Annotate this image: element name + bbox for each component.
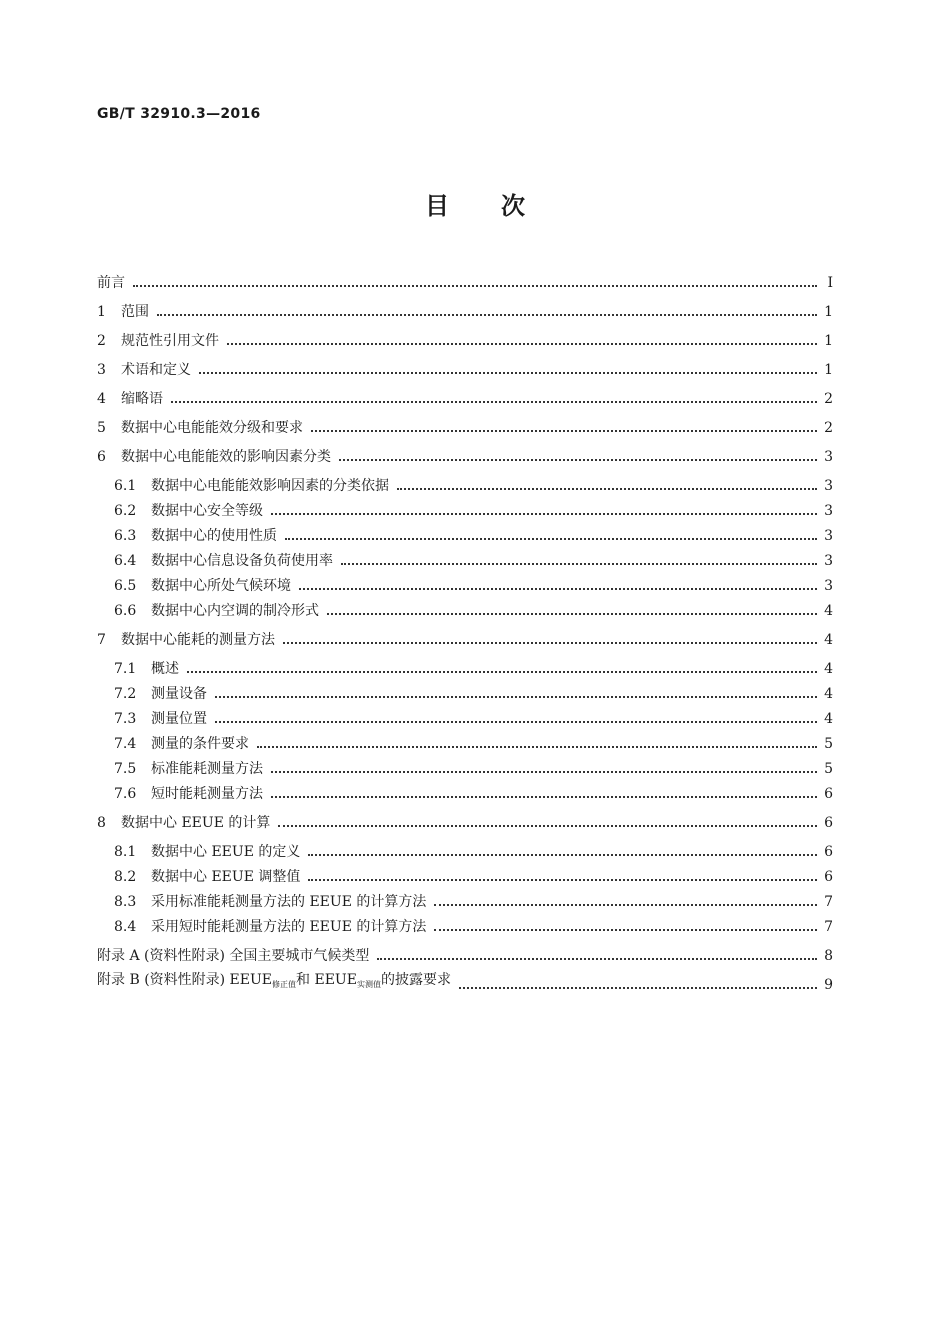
toc-entry[interactable] <box>97 266 833 291</box>
toc-dot-leader <box>397 488 817 490</box>
toc-page-number: 6 <box>824 815 833 831</box>
toc-entry-number: 7.5 <box>114 761 137 777</box>
toc-entry-number: 7 <box>97 632 106 648</box>
toc-entry-number: 7.3 <box>114 711 137 727</box>
toc-entry-number: 8.4 <box>114 919 137 935</box>
toc-entry-number: 6.3 <box>114 528 137 544</box>
toc-dot-leader <box>157 314 817 316</box>
toc-entry[interactable] <box>97 411 833 436</box>
toc-page-number: 3 <box>824 449 833 465</box>
toc-dot-leader <box>215 696 817 698</box>
toc-entry[interactable] <box>97 519 833 544</box>
toc-entry[interactable] <box>97 910 833 935</box>
toc-page-number: 4 <box>824 603 833 619</box>
toc-entry-number: 1 <box>97 304 106 320</box>
toc-dot-leader <box>459 987 817 989</box>
toc-entry-title: 采用标准能耗测量方法的 EEUE 的计算方法 <box>151 894 427 910</box>
toc-entry-number: 7.6 <box>114 786 137 802</box>
toc-dot-leader <box>278 825 817 827</box>
toc-page-number: 4 <box>824 686 833 702</box>
toc-dot-leader <box>171 401 817 403</box>
toc-entry-number: 7.2 <box>114 686 137 702</box>
toc-entry-title: 数据中心 EEUE 的定义 <box>151 844 301 860</box>
toc-entry[interactable] <box>97 806 833 831</box>
toc-dot-leader <box>339 459 817 461</box>
toc-entry-number: 6.5 <box>114 578 137 594</box>
page-title: 目次 <box>425 192 577 220</box>
toc-page-number: 6 <box>824 869 833 885</box>
toc-page-number: 3 <box>824 553 833 569</box>
toc-entry-number: 8.1 <box>114 844 137 860</box>
toc-page-number: 4 <box>824 711 833 727</box>
toc-page-number: 5 <box>824 736 833 752</box>
toc-dot-leader <box>308 879 817 881</box>
toc-dot-leader <box>283 642 817 644</box>
toc-entry-number: 8.2 <box>114 869 137 885</box>
toc-entry-title: 测量位置 <box>151 711 207 727</box>
toc-page-number: 9 <box>824 977 833 993</box>
toc-entry-title: 前言 <box>97 275 125 291</box>
toc-entry-title: 数据中心安全等级 <box>151 503 263 519</box>
toc-page-number: Ⅰ <box>827 275 833 291</box>
toc-entry-number: 5 <box>97 420 106 436</box>
toc-entry[interactable] <box>97 569 833 594</box>
toc-entry-title: 测量的条件要求 <box>151 736 249 752</box>
toc-entry[interactable] <box>97 324 833 349</box>
toc-page-number: 6 <box>824 786 833 802</box>
toc-page-number: 4 <box>824 632 833 648</box>
toc-entry[interactable] <box>97 777 833 802</box>
toc-entry-number: 8.3 <box>114 894 137 910</box>
toc-page-number: 1 <box>824 362 833 378</box>
toc-entry[interactable] <box>97 652 833 677</box>
toc-dot-leader <box>257 746 817 748</box>
toc-dot-leader <box>187 671 817 673</box>
toc-entry[interactable] <box>97 494 833 519</box>
toc-page-number: 6 <box>824 844 833 860</box>
toc-entry[interactable] <box>97 702 833 727</box>
toc-entry[interactable] <box>97 939 833 964</box>
toc-entry-title: 数据中心电能能效分级和要求 <box>121 420 303 436</box>
toc-page-number: 3 <box>824 528 833 544</box>
toc-dot-leader <box>199 372 817 374</box>
toc-entry-number: 3 <box>97 362 106 378</box>
toc-entry-number: 4 <box>97 391 106 407</box>
toc-entry-number: 6.1 <box>114 478 137 494</box>
toc-page-number: 4 <box>824 661 833 677</box>
toc-entry-title: 附录 B (资料性附录) $EEUE_{修正值}$和 $EEUE_{实测值}$的披露要求 <box>97 972 451 989</box>
toc-entry[interactable] <box>97 440 833 465</box>
toc-entry[interactable] <box>97 968 833 993</box>
toc-page-number: 1 <box>824 304 833 320</box>
toc-entry-title: 概述 <box>151 661 179 677</box>
toc-entry-title: 数据中心 EEUE 的计算 <box>121 815 271 831</box>
toc-dot-leader <box>133 285 817 287</box>
toc-page-number: 7 <box>824 894 833 910</box>
toc-entry-title: 范围 <box>121 304 149 320</box>
toc-entry-number: 7.4 <box>114 736 137 752</box>
toc-entry[interactable] <box>97 860 833 885</box>
toc-entry-title: 规范性引用文件 <box>121 333 219 349</box>
toc-page-number: 7 <box>824 919 833 935</box>
toc-entry-number: 6 <box>97 449 106 465</box>
toc-entry-number: 2 <box>97 333 106 349</box>
toc-entry-title: 缩略语 <box>121 391 163 407</box>
toc-entry-title: 数据中心信息设备负荷使用率 <box>151 553 333 569</box>
toc-entry-title: 标准能耗测量方法 <box>151 761 263 777</box>
toc-page-number: 3 <box>824 478 833 494</box>
toc-entry[interactable] <box>97 295 833 320</box>
toc-entry-number: 6.6 <box>114 603 137 619</box>
toc-entry-title: 数据中心内空调的制冷形式 <box>151 603 319 619</box>
toc-entry[interactable] <box>97 835 833 860</box>
toc-entry[interactable] <box>97 727 833 752</box>
toc-entry[interactable] <box>97 752 833 777</box>
toc-dot-leader <box>271 771 817 773</box>
toc-dot-leader <box>434 929 817 931</box>
table-of-contents <box>97 266 833 993</box>
toc-page-number: 3 <box>824 578 833 594</box>
toc-entry[interactable] <box>97 382 833 407</box>
toc-entry[interactable] <box>97 623 833 648</box>
toc-dot-leader <box>215 721 817 723</box>
toc-entry-number: 7.1 <box>114 661 137 677</box>
toc-entry-title: 测量设备 <box>151 686 207 702</box>
toc-entry[interactable] <box>97 353 833 378</box>
toc-page-number: 8 <box>824 948 833 964</box>
toc-dot-leader <box>341 563 817 565</box>
toc-entry-title: 短时能耗测量方法 <box>151 786 263 802</box>
toc-dot-leader <box>311 430 817 432</box>
toc-entry-title: 数据中心电能能效的影响因素分类 <box>121 449 331 465</box>
toc-entry-title: 数据中心 EEUE 调整值 <box>151 869 301 885</box>
toc-entry-number: 8 <box>97 815 106 831</box>
toc-dot-leader <box>377 958 817 960</box>
toc-entry[interactable] <box>97 544 833 569</box>
standard-code: GB/T 32910.3—2016 <box>97 106 261 122</box>
toc-dot-leader <box>299 588 817 590</box>
toc-page-number: 5 <box>824 761 833 777</box>
toc-page-number: 2 <box>824 391 833 407</box>
toc-page-number: 2 <box>824 420 833 436</box>
toc-entry[interactable] <box>97 677 833 702</box>
toc-page-number: 1 <box>824 333 833 349</box>
toc-entry-title: 术语和定义 <box>121 362 191 378</box>
toc-entry[interactable] <box>97 469 833 494</box>
toc-page-number: 3 <box>824 503 833 519</box>
toc-entry-title: 数据中心电能能效影响因素的分类依据 <box>151 478 389 494</box>
toc-dot-leader <box>285 538 817 540</box>
toc-entry[interactable] <box>97 885 833 910</box>
toc-dot-leader <box>308 854 817 856</box>
toc-dot-leader <box>227 343 817 345</box>
toc-entry[interactable] <box>97 594 833 619</box>
toc-entry-title: 数据中心的使用性质 <box>151 528 277 544</box>
toc-dot-leader <box>271 513 817 515</box>
toc-dot-leader <box>434 904 817 906</box>
toc-entry-title: 数据中心所处气候环境 <box>151 578 291 594</box>
toc-entry-number: 6.2 <box>114 503 137 519</box>
toc-entry-title: 附录 A (资料性附录) 全国主要城市气候类型 <box>97 948 370 964</box>
toc-entry-title: 采用短时能耗测量方法的 EEUE 的计算方法 <box>151 919 427 935</box>
toc-dot-leader <box>327 613 817 615</box>
toc-entry-number: 6.4 <box>114 553 137 569</box>
toc-entry-title: 数据中心能耗的测量方法 <box>121 632 275 648</box>
toc-dot-leader <box>271 796 817 798</box>
